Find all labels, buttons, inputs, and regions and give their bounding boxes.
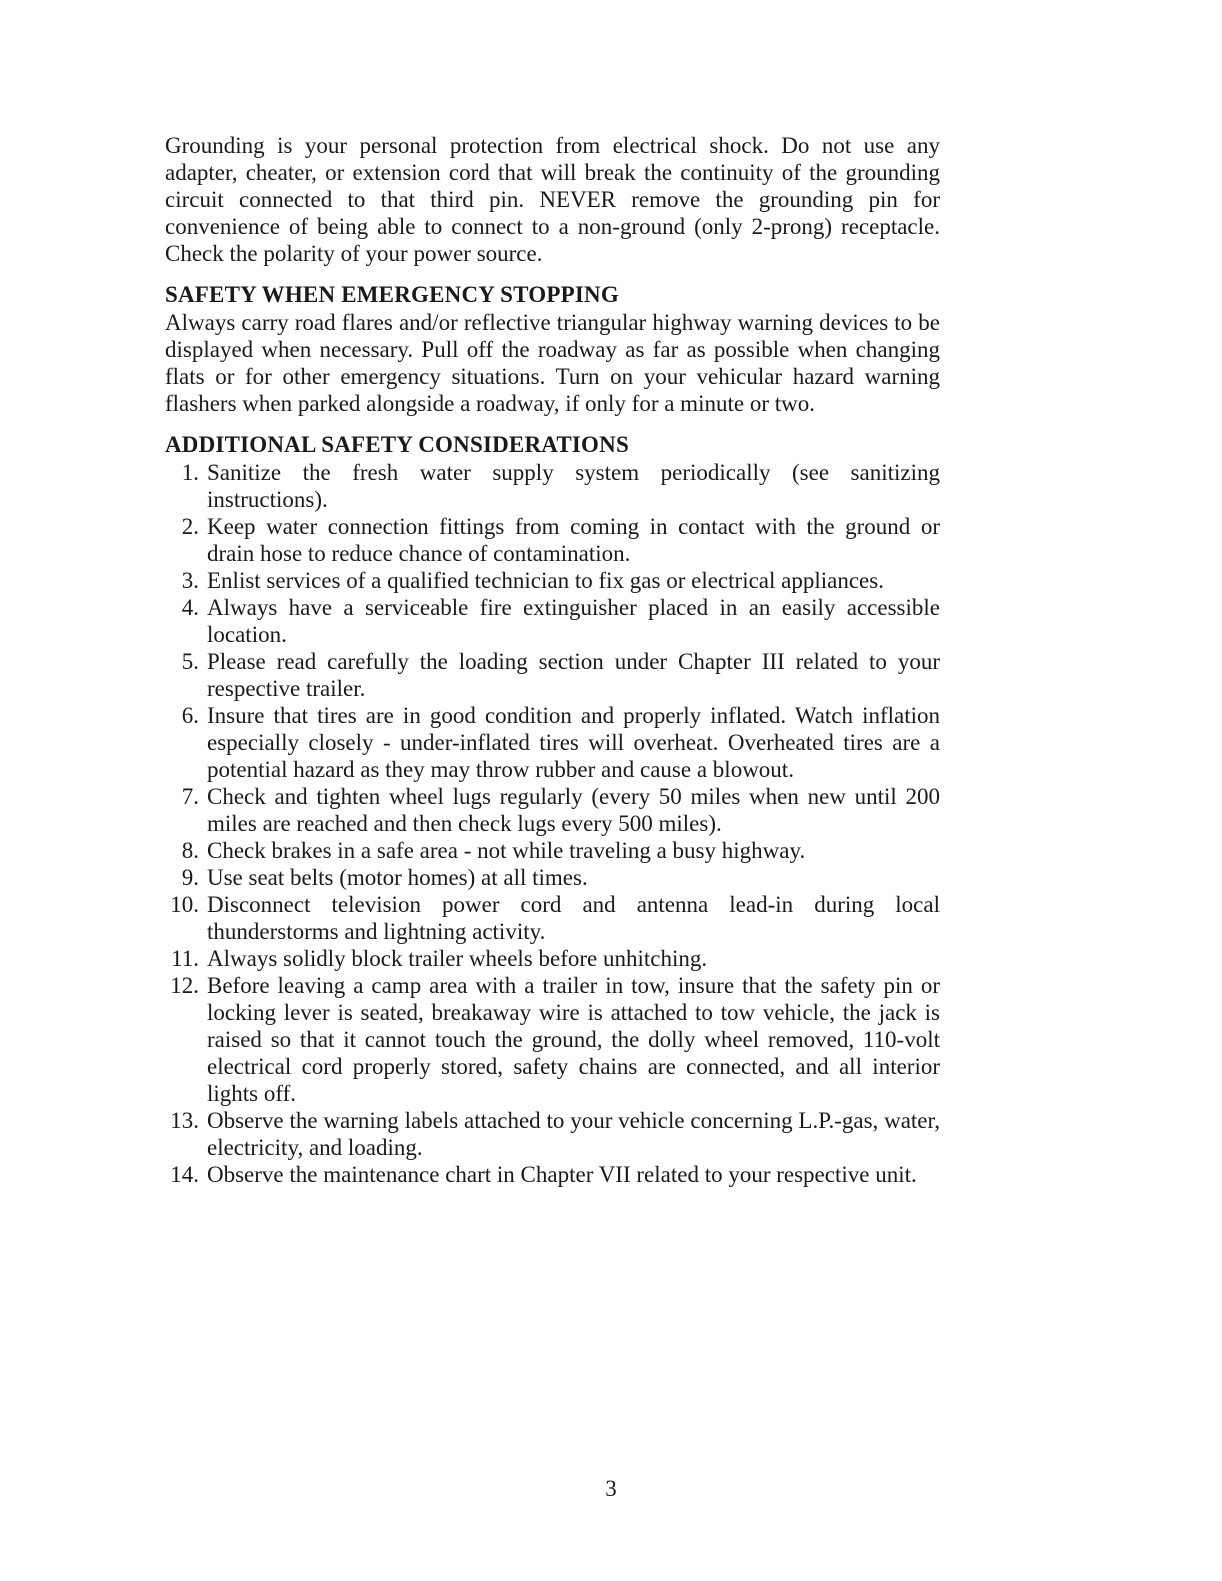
additional-safety-heading: ADDITIONAL SAFETY CONSIDERATIONS <box>165 432 629 457</box>
item-number: 7. <box>181 784 199 809</box>
list-item <box>165 891 940 945</box>
emergency-stopping-paragraph: Always carry road flares and/or reflective triangular highway warning devices to be displayed when necessary. Pull off the roadway as far as possible when changing flats or for other emergency situations. Turn on your vehicular hazard warning flashers when parked alongside a roadway, if only for a minute or two. <box>165 310 940 416</box>
safety-list <box>165 459 940 1188</box>
list-item <box>165 513 940 567</box>
page-number: 3 <box>605 1476 617 1501</box>
item-number: 10. <box>170 892 199 917</box>
item-text: Observe the warning labels attached to your vehicle concerning L.P.-gas, water, electricity, and loading. <box>207 1108 940 1160</box>
list-item <box>165 594 940 648</box>
item-text: Use seat belts (motor homes) at all times. <box>207 865 588 890</box>
item-text: Enlist services of a qualified technician to fix gas or electrical appliances. <box>207 568 884 593</box>
item-text: Please read carefully the loading section under Chapter III related to your respective trailer. <box>207 649 940 701</box>
item-number: 13. <box>170 1108 199 1133</box>
item-number: 12. <box>170 973 199 998</box>
list-item <box>165 864 940 891</box>
item-number: 6. <box>181 703 199 728</box>
list-item <box>165 945 940 972</box>
item-number: 5. <box>181 649 199 674</box>
grounding-paragraph: Grounding is your personal protection from electrical shock. Do not use any adapter, cheater, or extension cord that will break the continuity of the grounding circuit connected to that third pin. NEVER remove the grounding pin for convenience of being able to connect to a non-ground (only 2-prong) receptacle. Check the polarity of your power source. <box>165 133 940 266</box>
item-number: 1. <box>181 460 199 485</box>
item-text: Observe the maintenance chart in Chapter VII related to your respective unit. <box>207 1162 917 1187</box>
list-item <box>165 783 940 837</box>
item-text: Before leaving a camp area with a trailer in tow, insure that the safety pin or locking lever is seated, breakaway wire is attached to tow vehicle, the jack is raised so that it cannot touch the ground, the dolly wheel removed, 110-volt electrical cord properly stored, safety chains are connected, and all interior lights off. <box>207 973 940 1106</box>
item-text: Keep water connection fittings from coming in contact with the ground or drain hose to reduce chance of contamination. <box>207 514 940 566</box>
list-item <box>165 702 940 783</box>
list-item <box>165 459 940 513</box>
item-text: Always solidly block trailer wheels before unhitching. <box>207 946 708 971</box>
list-item <box>165 972 940 1107</box>
item-number: 3. <box>181 568 199 593</box>
item-number: 2. <box>181 514 199 539</box>
item-text: Always have a serviceable fire extinguisher placed in an easily accessible location. <box>207 595 940 647</box>
list-item <box>165 648 940 702</box>
list-item <box>165 567 940 594</box>
item-number: 14. <box>170 1162 199 1187</box>
list-item <box>165 837 940 864</box>
page-content <box>165 132 940 1188</box>
item-number: 9. <box>181 865 199 890</box>
emergency-stopping-heading: SAFETY WHEN EMERGENCY STOPPING <box>165 282 619 307</box>
item-text: Disconnect television power cord and antenna lead-in during local thunderstorms and lightning activity. <box>207 892 940 944</box>
item-text: Check and tighten wheel lugs regularly (every 50 miles when new until 200 miles are reached and then check lugs every 500 miles). <box>207 784 940 836</box>
list-item <box>165 1107 940 1161</box>
item-text: Check brakes in a safe area - not while traveling a busy highway. <box>207 838 806 863</box>
item-text: Insure that tires are in good condition and properly inflated. Watch inflation especially closely - under-inflated tires will overheat. Overheated tires are a potential hazard as they may throw rubber and cause a blowout. <box>207 703 940 782</box>
item-number: 11. <box>171 946 199 971</box>
item-number: 8. <box>181 838 199 863</box>
item-text: Sanitize the fresh water supply system periodically (see sanitizing instructions). <box>207 460 940 512</box>
list-item <box>165 1161 940 1188</box>
item-number: 4. <box>181 595 199 620</box>
